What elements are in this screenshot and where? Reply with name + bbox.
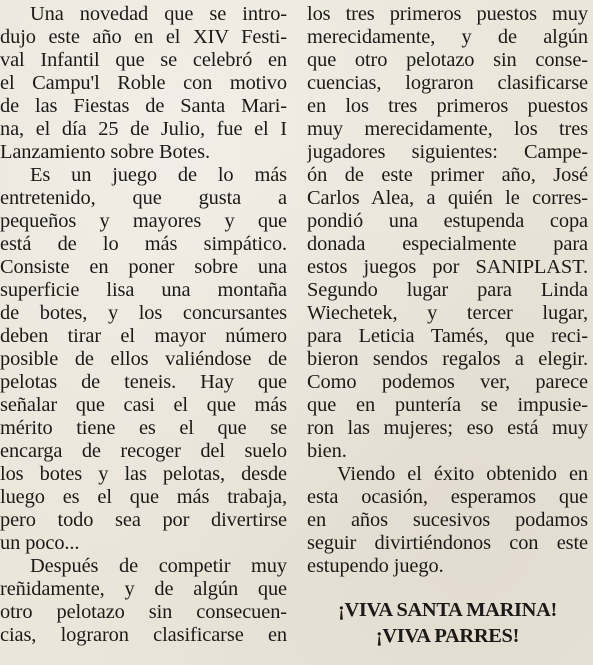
text-line: val Infantil que se celebró en <box>0 49 287 71</box>
text-line: de botes, y los concursantes <box>0 302 287 324</box>
text-line: cias, lograron clasificarse en <box>0 624 287 646</box>
text-line: Es un juego de lo más <box>30 164 287 186</box>
text-line: estos juegos por SANIPLAST. <box>307 256 588 278</box>
slogan-parres: ¡VIVA PARRES! <box>375 625 520 647</box>
text-line: Viendo el éxito obtenido en <box>337 463 588 485</box>
article-column-left <box>0 3 287 647</box>
text-line: el Campu'l Roble con motivo <box>0 72 287 94</box>
text-line: donada especialmente para <box>307 233 588 255</box>
text-line: mérito tiene es el que se <box>0 417 287 439</box>
text-line: Carlos Alea, a quién le corres- <box>307 187 588 209</box>
text-line: Lanzamiento sobre Botes. <box>0 141 210 163</box>
text-line: en años sucesivos podamos <box>307 509 588 531</box>
text-line: muy merecidamente, los tres <box>307 118 588 140</box>
text-line: ón de este primer año, José <box>307 164 588 186</box>
text-line: seguir divirtiéndonos con este <box>307 532 588 554</box>
text-line: bieron sendos regalos a elegir. <box>307 348 588 370</box>
text-line: los botes y las pelotas, desde <box>0 463 287 485</box>
text-line: pondió una estupenda copa <box>307 210 588 232</box>
text-line: otro pelotazo sin consecuen- <box>0 601 287 623</box>
text-line: que en puntería se impusie- <box>307 394 588 416</box>
text-line: na, el día 25 de Julio, fue el I <box>0 118 287 140</box>
text-line: jugadores siguientes: Campe- <box>307 141 588 163</box>
text-line: merecidamente, y de algún <box>307 26 588 48</box>
text-line: pequeños y mayores y que <box>0 210 287 232</box>
text-line: esta ocasión, esperamos que <box>307 486 588 508</box>
text-line: en los tres primeros puestos <box>307 95 588 117</box>
text-line: Después de competir muy <box>30 555 287 577</box>
text-line: que otro pelotazo sin conse- <box>307 49 588 71</box>
text-line: Wiechetek, y tercer lugar, <box>307 302 588 324</box>
text-line: bien. <box>307 440 347 462</box>
text-line: Consiste en poner sobre una <box>0 256 287 278</box>
text-line: superficie lisa una montaña <box>0 279 287 301</box>
text-line: dujo este año en el XIV Festi- <box>0 26 287 48</box>
text-line: señalar que casi el que más <box>0 394 287 416</box>
text-line: cuencias, lograron clasificarse <box>307 72 588 94</box>
text-line: estupendo juego. <box>307 555 444 577</box>
text-line: los tres primeros puestos muy <box>307 3 588 25</box>
text-line: de las Fiestas de Santa Mari- <box>0 95 287 117</box>
text-line: Como podemos ver, parece <box>307 371 588 393</box>
article-column-right <box>307 3 588 578</box>
text-line: luego es el que más trabaja, <box>0 486 287 508</box>
closing-slogans <box>307 597 588 649</box>
slogan-santa-marina: ¡VIVA SANTA MARINA! <box>338 599 557 621</box>
text-line: está de lo más simpático. <box>0 233 287 255</box>
text-line: Segundo lugar para Linda <box>307 279 588 301</box>
text-line: ron las mujeres; eso está muy <box>307 417 588 439</box>
text-line: posible de ellos valiéndose de <box>0 348 287 370</box>
text-line: pero todo sea por divertirse <box>0 509 287 531</box>
text-line: para Leticia Tamés, que reci- <box>307 325 588 347</box>
text-line: entretenido, que gusta a <box>0 187 287 209</box>
text-line: reñidamente, y de algún que <box>0 578 287 600</box>
text-line: encarga de recoger del suelo <box>0 440 287 462</box>
text-line: pelotas de teneis. Hay que <box>0 371 287 393</box>
text-line: un poco... <box>0 532 80 554</box>
text-line: deben tirar el mayor número <box>0 325 287 347</box>
text-line: Una novedad que se intro- <box>30 3 287 25</box>
